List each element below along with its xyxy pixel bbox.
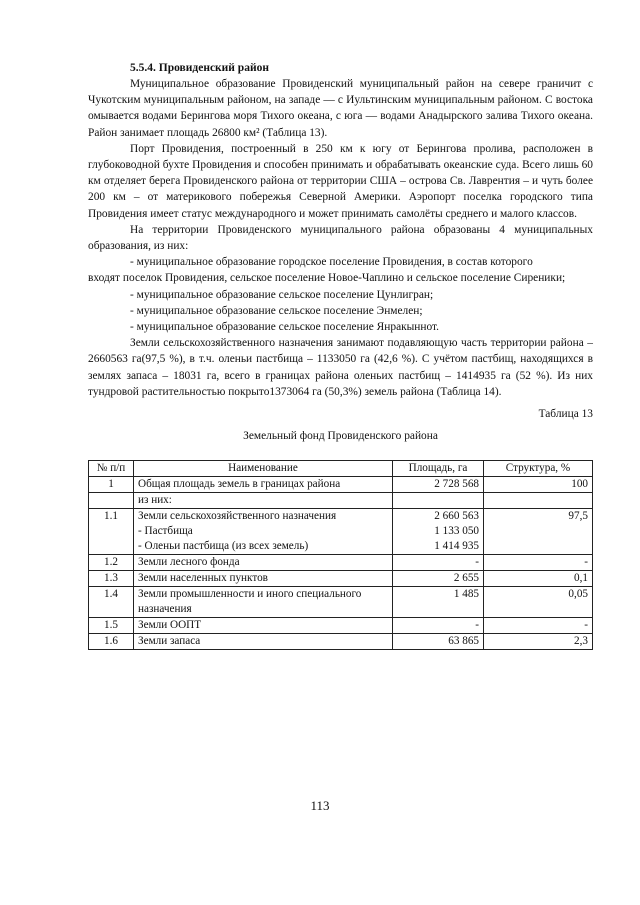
list-item-enmelen: - муниципальное образование сельское поселение Энмелен; (130, 304, 423, 317)
cell-structure: 97,5 (484, 509, 593, 555)
header-area: Площадь, га (393, 461, 484, 477)
header-structure: Структура, % (484, 461, 593, 477)
paragraph-municipalities: На территории Провиденского муниципального района образованы 4 муниципальных образования, из них: (88, 223, 593, 253)
table-row (89, 509, 593, 555)
table-row (89, 571, 593, 587)
list-item-yanrakynnot: - муниципальное образование сельское поселение Янракыннот. (130, 321, 440, 334)
cell-area: 2 655 (393, 571, 484, 587)
cell-structure: 100 (484, 477, 593, 493)
cell-area (393, 509, 484, 555)
cell-structure (484, 493, 593, 509)
table-caption: Земельный фонд Провиденского района (243, 430, 438, 443)
cell-area-line: 1 414 935 (434, 540, 479, 553)
cell-num (89, 493, 134, 509)
cell-structure: 2,3 (484, 634, 593, 650)
cell-structure: 0,05 (484, 587, 593, 618)
cell-area: 63 865 (393, 634, 484, 650)
cell-num: 1 (89, 477, 134, 493)
cell-area-line: 1 133 050 (434, 525, 479, 538)
cell-name: Земли населенных пунктов (134, 571, 393, 587)
header-name: Наименование (134, 461, 393, 477)
table-row (89, 618, 593, 634)
cell-name: из них: (134, 493, 393, 509)
cell-structure: 0,1 (484, 571, 593, 587)
cell-num: 1.5 (89, 618, 134, 634)
cell-area (393, 493, 484, 509)
cell-name: Земли лесного фонда (134, 555, 393, 571)
cell-name-line: - Оленьи пастбища (из всех земель) (138, 540, 309, 553)
table-row (89, 493, 593, 509)
page-number: 113 (310, 798, 330, 813)
list-item-providenia: - муниципальное образование городское поселение Провидения, в состав которого (130, 256, 533, 269)
cell-area: 2 728 568 (393, 477, 484, 493)
table-row (89, 634, 593, 650)
cell-num: 1.3 (89, 571, 134, 587)
cell-name: Земли запаса (134, 634, 393, 650)
list-item-providenia-cont: входят поселок Провидения, сельское поселение Новое-Чаплино и сельское поселение Сиреники; (88, 272, 566, 285)
cell-name (134, 509, 393, 555)
cell-name: Земли ООПТ (134, 618, 393, 634)
cell-name: Земли промышленности и иного специального назначения (134, 587, 393, 618)
cell-num: 1.6 (89, 634, 134, 650)
cell-name: Общая площадь земель в границах района (134, 477, 393, 493)
cell-num: 1.1 (89, 509, 134, 555)
cell-name-line: Земли сельскохозяйственного назначения (138, 510, 337, 523)
header-num: № п/п (89, 461, 134, 477)
land-fund-table (88, 460, 593, 650)
paragraph-port: Порт Провидения, построенный в 250 км к югу от Берингова пролива, расположен в глубоководной бухте Провидения и способен принимать и обрабатывать океанские суда. Всего лишь 60 км отделяет берега Провиденского района от территории США – острова Св. Лаврентия – и чуть более 200 км – от материкового побережья Северной Америки. Аэропорт поселка городского типа Провидения имеет статус международного и может принимать самолёты среднего и малого классов. (88, 142, 593, 220)
table-header-row (89, 461, 593, 477)
cell-structure: - (484, 618, 593, 634)
paragraph-agricultural-lands: Земли сельскохозяйственного назначения занимают подавляющую часть территории района – 2660563 га(97,5 %), в т.ч. оленьи пастбища – 1133050 га (42,6 %). С учётом пастбищ, находящихся в землях запаса – 18031 га, всего в границах района оленьих пастбищ – 1414935 га (52 %). Из них тундровой растительностью покрыто1373064 га (50,3%) земель района (Таблица 14). (88, 337, 593, 398)
cell-area-line: 2 660 563 (434, 510, 479, 523)
document-page (88, 60, 593, 650)
cell-area: - (393, 618, 484, 634)
list-item-tsunligran: - муниципальное образование сельское поселение Цунлигран; (130, 288, 434, 301)
cell-structure: - (484, 555, 593, 571)
cell-name-line: - Пастбища (138, 525, 193, 538)
cell-area: 1 485 (393, 587, 484, 618)
cell-area: - (393, 555, 484, 571)
table-row (89, 555, 593, 571)
cell-num: 1.2 (89, 555, 134, 571)
table-row (89, 477, 593, 493)
paragraph-borders: Муниципальное образование Провиденский муниципальный район на севере граничит с Чукотским муниципальным районом, на западе — с Иультинским муниципальным районом. С востока омывается водами Берингова моря Тихого океана, с юга — водами Анадырского залива Тихого океана. Район занимает площадь 26800 км² (Таблица 13). (88, 78, 593, 139)
cell-num: 1.4 (89, 587, 134, 618)
table-row (89, 587, 593, 618)
table-label: Таблица 13 (538, 408, 593, 421)
section-title: 5.5.4. Провиденский район (130, 62, 269, 74)
